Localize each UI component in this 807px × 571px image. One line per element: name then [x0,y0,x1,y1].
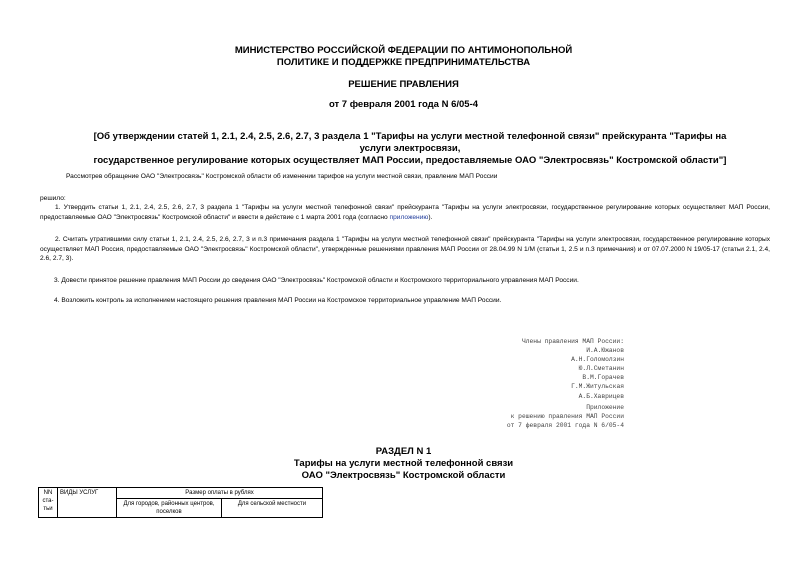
ministry-name-line1: МИНИСТЕРСТВО РОССИЙСКОЙ ФЕДЕРАЦИИ ПО АНТИМОНОПОЛЬНОЙ [234,45,573,56]
signature-member: Г.М.Житульская [571,383,624,391]
table-header-row [39,488,323,499]
decision-date: от 7 февраля 2001 года N 6/05-4 [328,99,479,110]
signature-member: В.М.Горачев [582,374,624,382]
table-header-nn-label: NN [43,490,53,496]
table-header-services: ВИДЫ УСЛУГ [58,488,117,518]
decision-subject-line2: государственное регулирование которых осуществляет МАП России, предоставляемые ОАО "Электросвязь" Костромской области"] [93,155,727,166]
item-4-paragraph: 4. Возложить контроль за исполнением настоящего решения правления МАП России на Костромское территориальное управление МАП России. [54,297,502,304]
appendix-line2: к решению правления МАП России [510,413,624,421]
signatures-title: Члены правления МАП России: [521,338,624,345]
item-1-paragraph [40,203,770,222]
table-header-nn-sub: ста- тьи [42,498,54,512]
table-header-city: Для городов, районных центров, поселков [117,499,222,518]
item-1-end: ). [428,213,433,221]
signature-member: Ю.Л.Сметанин [578,365,624,373]
decision-subject-line1: [Об утверждении статей 1, 2.1, 2.4, 2.5, 2.6, 2.7, 3 раздела 1 "Тарифы на услуги местной телефонной связи" прейскуранта "Тарифы на услуги электросвязи, [93,131,727,154]
section-subtitle [0,458,807,482]
signature-member: А.Б.Хаврицев [578,392,624,400]
signature-member: А.Н.Голомолзин [571,356,624,364]
appendix-line1: Приложение [586,404,624,411]
tariff-table [38,487,323,518]
decision-type: РЕШЕНИЕ ПРАВЛЕНИЯ [348,79,459,90]
item-2-paragraph: 2. Считать утратившими силу статьи 1, 2.1, 2.4, 2.5, 2.6, 2.7, 3 и п.3 примечания раздела 1 "Тарифы на услуги местной телефонной связи" прейскуранта "Тарифы на услуги электросвязи, государственное регулирование которых осуществляет МАП Россия, предоставляемые ОАО "Электросвязь" Костромской области", утвержденные решениями правления МАП России от 28.04.99 N 1/М (статьи 1, 2.5 и п.3 примечания) и от 07.07.2000 N 19/05-17 (статьи 2.1, 2.4, 2.6, 2.7, 3). [40,236,770,262]
table-header-rural: Для сельской местности [222,499,323,518]
section-subtitle-line2: ОАО "Электросвязь" Костромской области [301,470,506,481]
item-3-paragraph: 3. Довести принятое решение правления МАП России до сведения ОАО "Электросвязь" Костромской области и Костромского территориального управления МАП России. [54,277,579,284]
decision-subject [90,131,730,167]
section-subtitle-line1: Тарифы на услуги местной телефонной связи [293,458,514,469]
item-1-text: 1. Утвердить статьи 1, 2.1, 2.4, 2.5, 2.6, 2.7, 3 раздела 1 "Тарифы на услуги местной телефонной связи" прейскуранта "Тарифы на услуги электросвязи, государственное регулирование которых осуществляет МАП России, предоставляемые ОАО "Электросвязь" Костромской области" и ввести в действие с 1 марта 2001 года (согласно [40,204,770,221]
appendix-line3: от 7 февраля 2001 года N 6/05-4 [506,422,624,430]
ministry-name [0,45,807,69]
table-header-payment: Размер оплаты в рублях [117,488,323,499]
appendix-note [400,403,624,430]
ministry-name-line2: ПОЛИТИКЕ И ПОДДЕРЖКЕ ПРЕДПРИНИМАТЕЛЬСТВА [276,57,531,68]
section-title: РАЗДЕЛ N 1 [375,446,432,457]
appendix-link[interactable]: приложению [389,213,429,221]
signature-member: И.А.Южанов [586,347,624,355]
table-header-nn [39,488,58,518]
signatures-block [400,337,624,401]
intro-paragraph: Рассмотрев обращение ОАО "Электросвязь" Костромской области об изменении тарифов на услуги местной связи, правление МАП России [66,173,498,180]
resolved-label: решило: [40,195,66,202]
